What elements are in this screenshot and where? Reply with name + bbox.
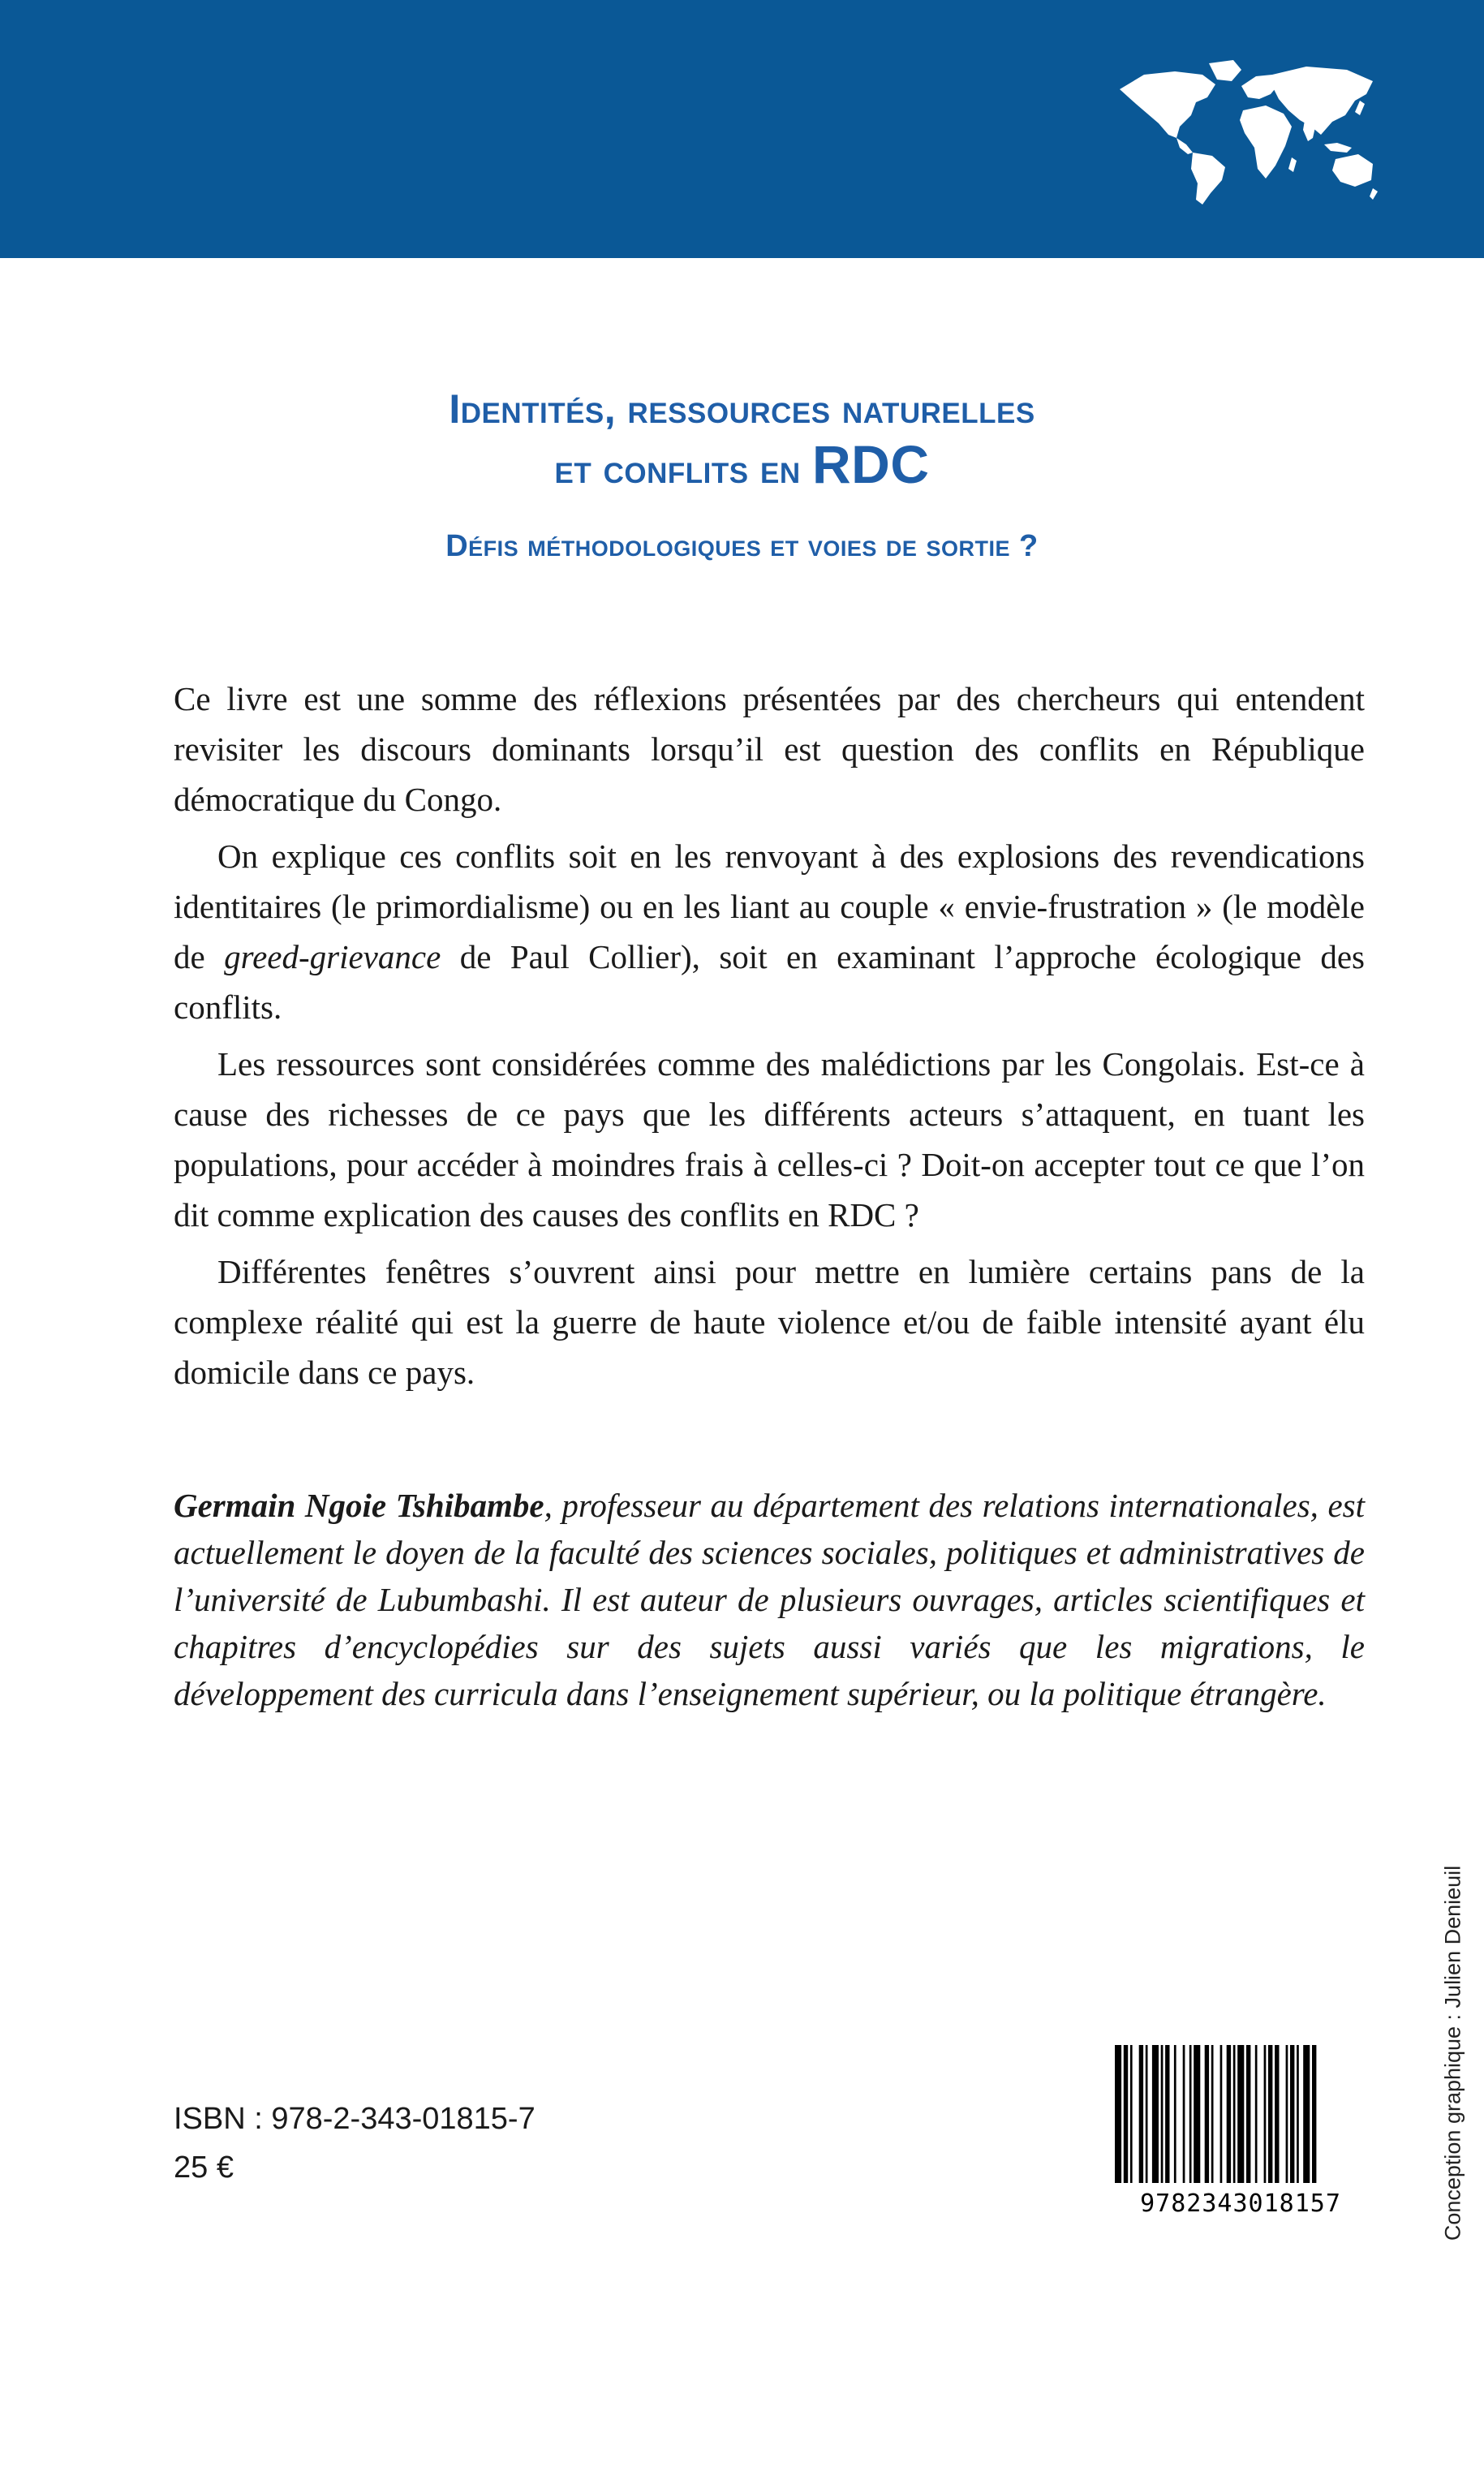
summary-paragraph-2 xyxy=(174,831,1365,1032)
summary-emphasis: greed-grievance xyxy=(224,938,441,975)
title-block xyxy=(0,381,1484,564)
world-map-icon xyxy=(1112,57,1379,207)
book-subtitle: Défis méthodologiques et voies de sortie ? xyxy=(445,529,1039,563)
summary-paragraph-4: Différentes fenêtres s’ouvrent ainsi pour mettre en lumière certains pans de la complexe réalité qui est la guerre de haute violence et/ou de faible intensité ayant élu domicile dans ce pays. xyxy=(174,1253,1365,1391)
book-title-text: et conflits en xyxy=(554,446,812,492)
price: 25 € xyxy=(174,2151,234,2185)
summary-paragraph-3: Les ressources sont considérées comme des malédictions par les Congolais. Est-ce à cause des richesses de ce pays que les différents acteurs s’attaquent, en tuant les populations, pour accéder à moindres frais à celles-ci ? Doit-on accepter tout ce que l’on dit comme explication des causes des conflits en RDC ? xyxy=(174,1045,1365,1234)
book-title-text: Identités, ressources naturelles xyxy=(449,386,1035,432)
summary-text-run: On explique ces conflits soit en les renvoyant à des explosions des revendications identitaires (le primordialisme) ou en les liant au couple « envie-frustration » (le modèle de xyxy=(174,837,1365,975)
header-band xyxy=(0,0,1484,258)
author-name: Germain Ngoie Tshibambe xyxy=(174,1487,544,1524)
summary-text xyxy=(174,674,1365,1404)
barcode-bars xyxy=(1110,2045,1371,2187)
design-credit-text: Conception graphique : Julien Denieuil xyxy=(1440,1865,1465,2241)
book-title-line-2 xyxy=(0,434,1484,497)
author-bio xyxy=(174,1482,1365,1717)
summary-paragraph-1: Ce livre est une somme des réflexions présentées par des chercheurs qui entendent revisiter les discours dominants lorsqu’il est question des conflits en République démocratique du Congo. xyxy=(174,680,1365,818)
design-credit xyxy=(1430,1639,1477,2467)
author-bio-text: , professeur au département des relations internationales, est actuellement le doyen de la faculté des sciences sociales, politiques et administratives de l’université de Lubumbashi. Il est auteur de plusieurs ouvrages, articles scientifiques et chapitres d’encyclopédies sur des sujets aussi variés que les migrations, le développement des curricula dans l’enseignement supérieur, ou la politique étrangère. xyxy=(174,1487,1365,1712)
barcode-digits: 9782343018157 xyxy=(1140,2189,1341,2218)
barcode xyxy=(1110,2045,1371,2224)
isbn: ISBN : 978-2-343-01815-7 xyxy=(174,2102,536,2136)
book-title-line-1 xyxy=(0,381,1484,437)
book-title-rdc: RDC xyxy=(812,434,930,494)
summary-text-run: de Paul Collier), soit en examinant l’approche écologique des conflits. xyxy=(174,938,1366,1026)
